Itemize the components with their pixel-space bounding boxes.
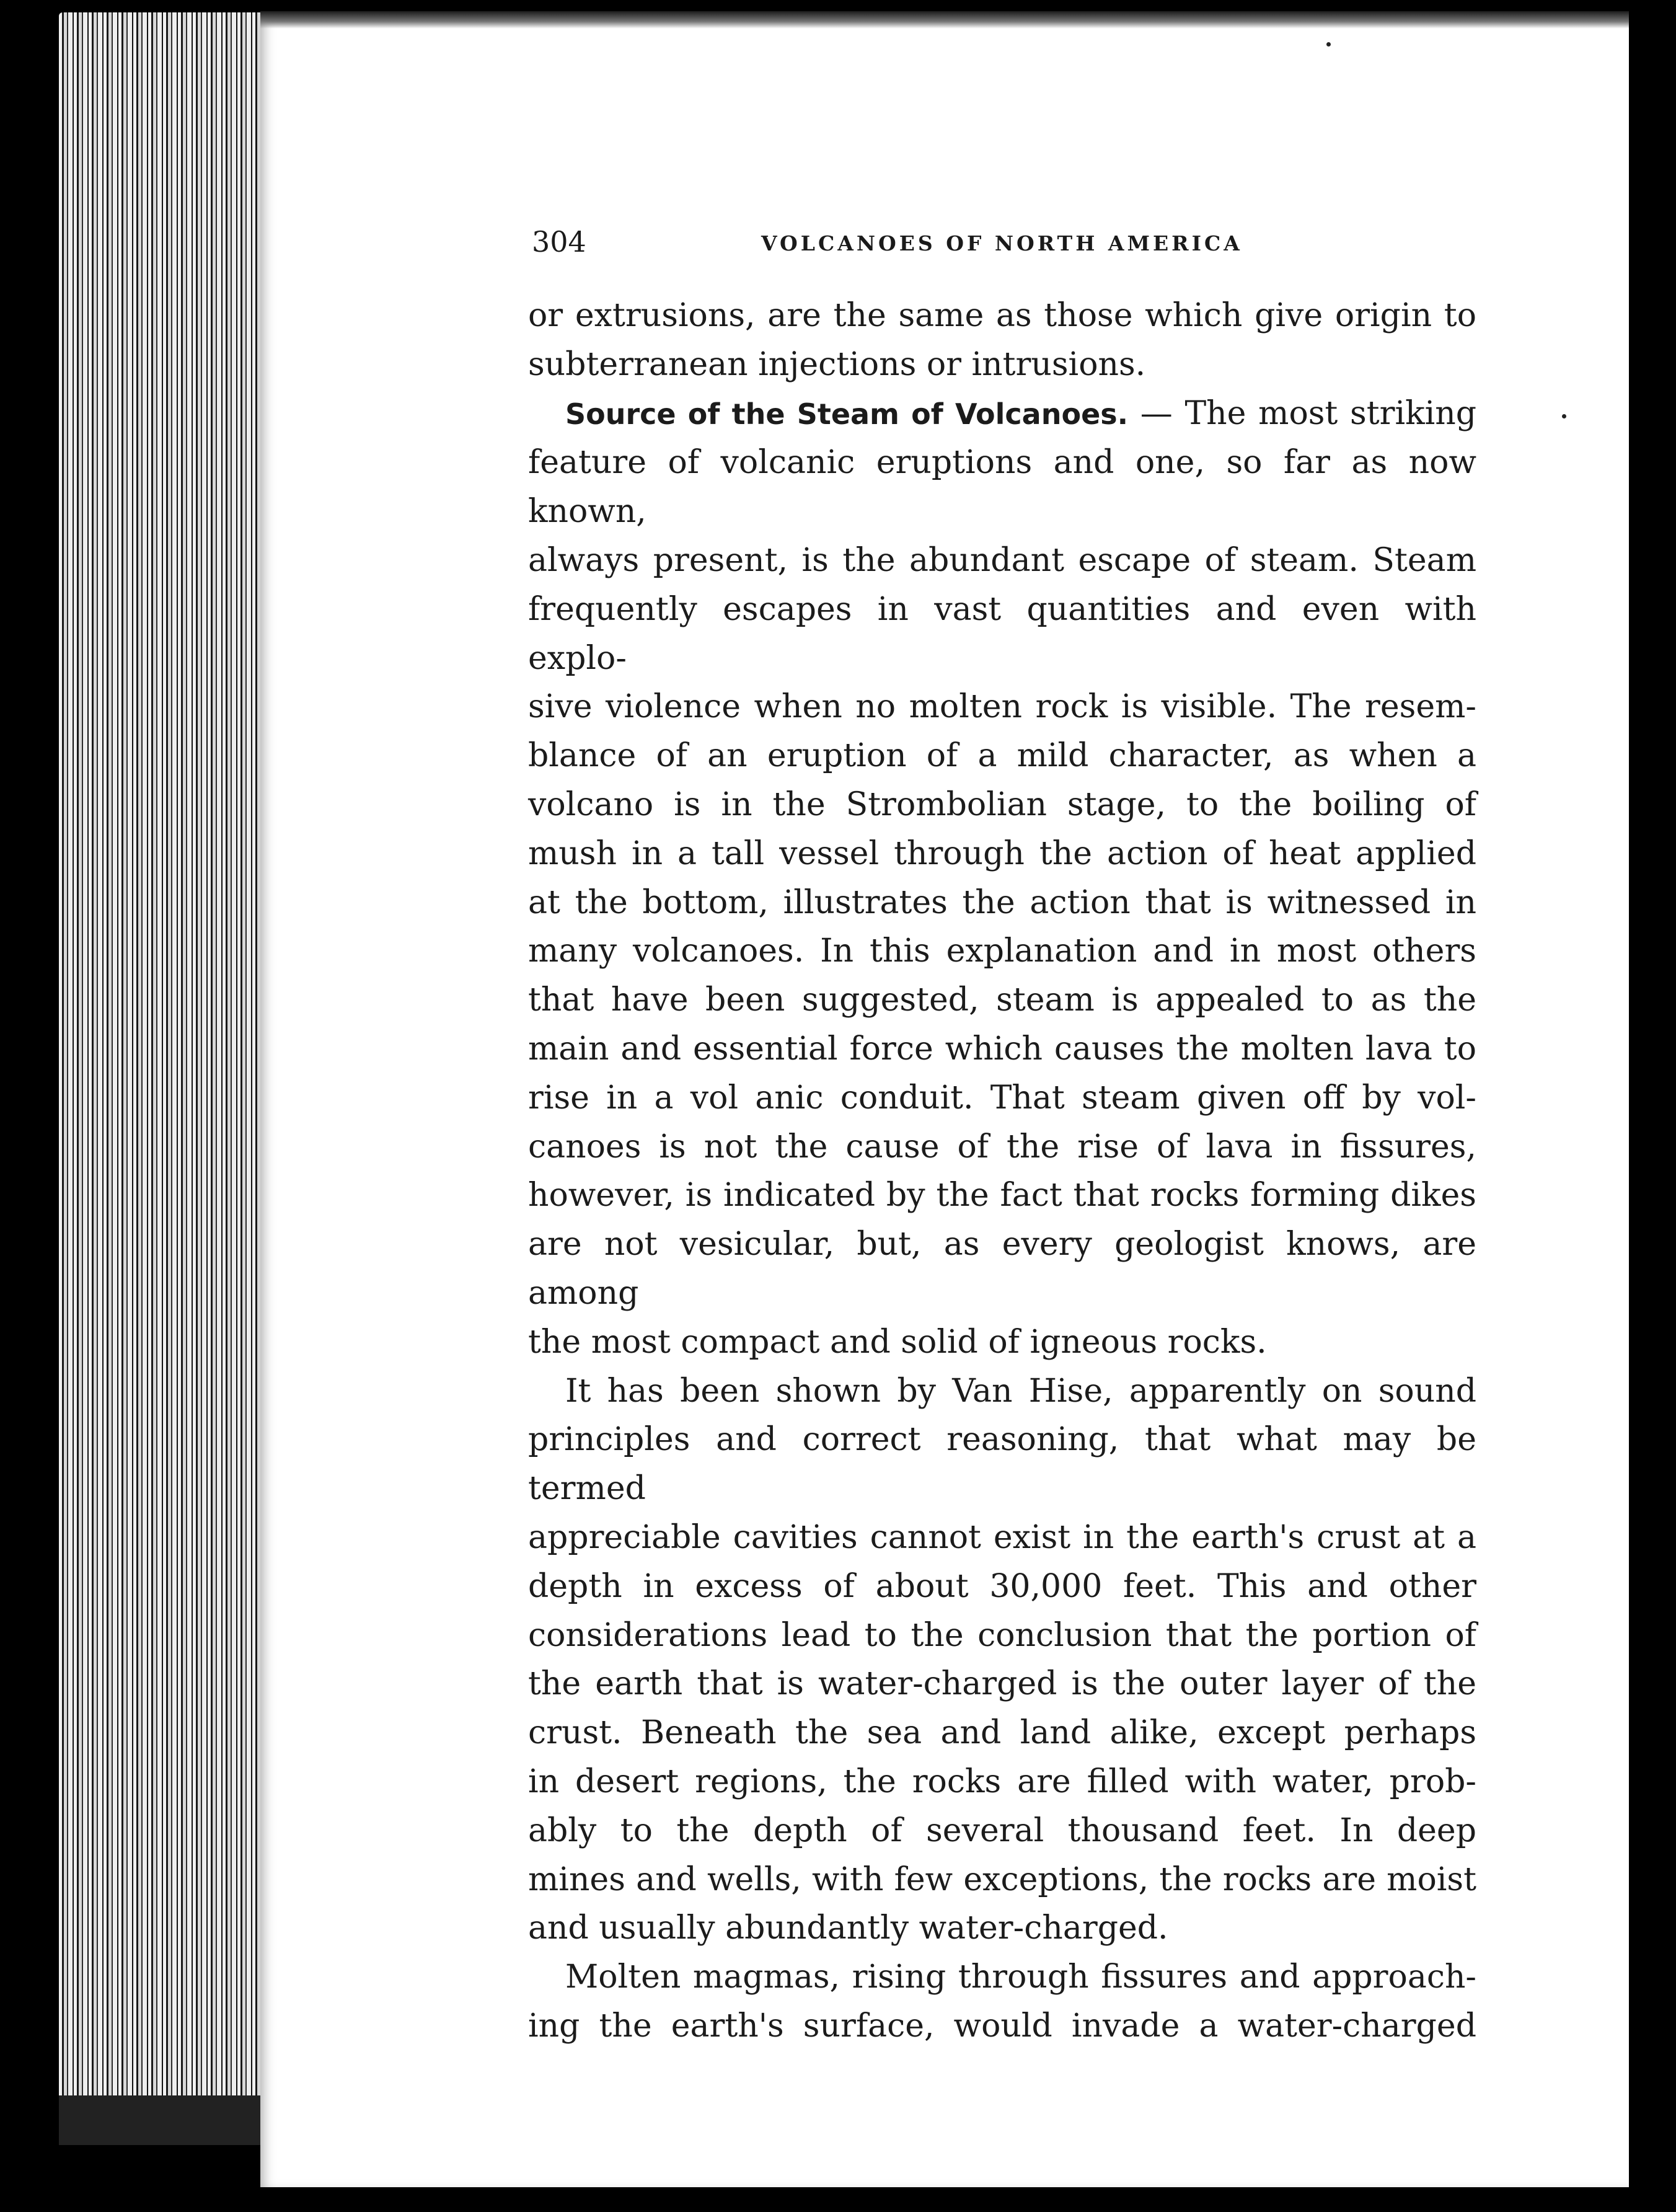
text-line-fragment: — The most striking [1128,394,1477,432]
text-line: ably to the depth of several thousand feet. In deep [528,1812,1476,1849]
text-line: however, is indicated by the fact that rocks forming dikes [528,1177,1476,1214]
text-line: principles and correct reasoning, that what may be termed [528,1421,1476,1508]
text-line: main and essential force which causes the molten lava to [528,1030,1476,1068]
text-line: frequently escapes in vast quantities and even with explo- [528,590,1476,677]
text-line: Molten magmas, rising through fissures and approach- [565,1958,1476,1996]
print-speck [1562,414,1566,418]
section-heading: Source of the Steam of Volcanoes. [565,397,1129,431]
text-line: in desert regions, the rocks are filled with water, prob- [528,1763,1476,1800]
text-line: volcano is in the Strombolian stage, to the boiling of [528,785,1476,823]
text-line: canoes is not the cause of the rise of lava in fissures, [528,1128,1476,1166]
text-line: sive violence when no molten rock is visible. The resem- [528,688,1476,726]
text-line: crust. Beneath the sea and land alike, except perhaps [528,1714,1476,1752]
running-title: VOLCANOES OF NORTH AMERICA [761,231,1243,255]
body-text [528,291,1476,2051]
text-line: appreciable cavities cannot exist in the earth's crust at a [528,1518,1476,1556]
text-line: It has been shown by Van Hise, apparently on sound [565,1372,1476,1410]
text-line: always present, is the abundant escape of steam. Steam [528,541,1476,579]
text-line: feature of volcanic eruptions and one, so far as now known, [528,444,1476,531]
text-line: the most compact and solid of igneous rocks. [528,1323,1267,1361]
text-line: many volcanoes. In this explanation and in most others [528,932,1476,970]
text-line: rise in a vol anic conduit. That steam given off by vol- [528,1079,1476,1117]
scan-border [1623,0,1676,2212]
text-line: subterranean injections or intrusions. [528,345,1146,383]
text-line: mines and wells, with few exceptions, the rocks are moist [528,1860,1476,1898]
book-page-edges [59,12,267,2108]
text-line: and usually abundantly water-charged. [528,1909,1168,1947]
text-line: at the bottom, illustrates the action that is witnessed in [528,883,1476,921]
text-line: that have been suggested, steam is appealed to as the [528,981,1476,1019]
text-line: considerations lead to the conclusion that the portion of [528,1616,1476,1654]
text-line: depth in excess of about 30,000 feet. This and other [528,1567,1476,1605]
text-line: blance of an eruption of a mild character, as when a [528,737,1476,775]
text-line: the earth that is water-charged is the outer layer of the [528,1665,1476,1703]
text-line: ing the earth's surface, would invade a water-charged [528,2007,1476,2045]
section-heading-line [528,389,1476,439]
print-speck [1326,42,1331,46]
page-number: 304 [532,225,586,259]
text-line: mush in a tall vessel through the action of heat applied [528,834,1476,872]
text-line: or extrusions, are the same as those which give origin to [528,297,1476,334]
text-line: are not vesicular, but, as every geologist knows, are among [528,1226,1476,1312]
